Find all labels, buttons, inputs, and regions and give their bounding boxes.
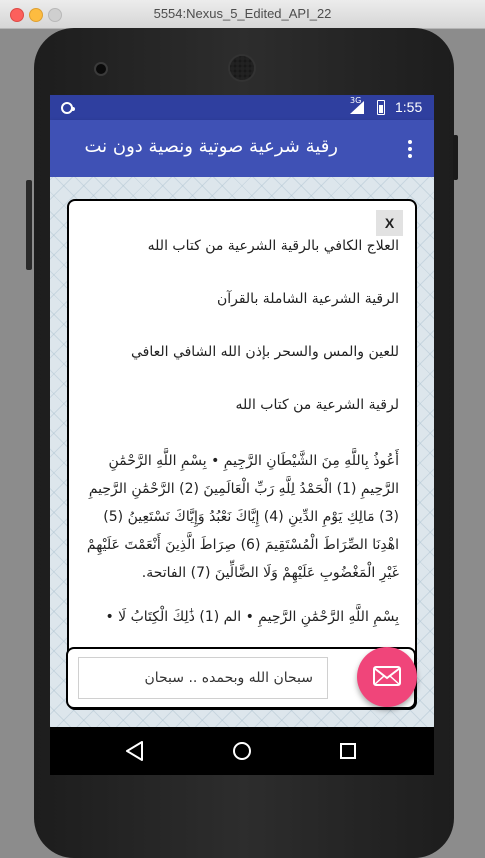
volume-button[interactable]	[26, 180, 32, 270]
dialog-content[interactable]	[83, 235, 399, 708]
navigation-bar	[50, 727, 434, 775]
back-icon[interactable]	[125, 741, 145, 761]
paragraph: العلاج الكافي بالرقية الشرعية من كتاب الله	[147, 238, 399, 254]
status-bar	[50, 95, 434, 120]
notification-icon	[60, 101, 76, 115]
verse-fatiha: أَعُوذُ بِاللَّهِ مِنَ الشَّيْطَانِ الرَّجِيمِ • بِسْمِ اللَّهِ الرَّحْمَٰنِ الرَّحِيمِ (1) الْحَمْدُ لِلَّهِ رَبِّ الْعَالَمِينَ (2) الرَّحْمَٰنِ الرَّحِيمِ (3) مَالِكِ يَوْمِ الدِّينِ (4) إِيَّاكَ نَعْبُدُ وَإِيَّاكَ نَسْتَعِينُ (5) اهْدِنَا الصِّرَاطَ الْمُسْتَقِيمَ (6) صِرَاطَ الَّذِينَ أَنْعَمْتَ عَلَيْهِمْ غَيْرِ الْمَغْضُوبِ عَلَيْهِمْ وَلَا الضَّالِّينَ (7) الفاتحة.	[86, 453, 399, 581]
device-screen	[50, 95, 434, 775]
battery-icon	[377, 100, 385, 115]
paragraph: للعين والمس والسحر بإذن الله الشافي العافي	[130, 344, 399, 360]
signal-icon	[350, 101, 364, 114]
earpiece-speaker	[230, 56, 254, 80]
overflow-menu-icon[interactable]	[400, 137, 420, 161]
window-titlebar	[0, 0, 485, 29]
window-title: 5554:Nexus_5_Edited_API_22	[153, 6, 332, 21]
app-bar	[50, 120, 434, 177]
home-icon[interactable]	[232, 741, 252, 761]
send-mail-fab[interactable]	[357, 647, 417, 707]
front-camera	[96, 64, 106, 74]
network-type: 3G	[350, 96, 362, 105]
power-button[interactable]	[453, 135, 458, 180]
paragraph: لرقية الشرعية من كتاب الله	[235, 397, 399, 413]
app-title: رقية شرعية صوتية ونصية دون نت	[84, 136, 338, 157]
ruqyah-text-dialog	[67, 199, 417, 710]
mail-icon	[373, 666, 401, 686]
recent-apps-icon[interactable]	[340, 743, 356, 759]
verse-baqarah: بِسْمِ اللَّهِ الرَّحْمَٰنِ الرَّحِيمِ • الم (1) ذَٰلِكَ الْكِتَابُ لَا •	[105, 609, 399, 625]
message-input[interactable]: سبحان الله وبحمده .. سبحان	[78, 657, 328, 699]
paragraph: الرقية الشرعية الشاملة بالقرآن	[216, 291, 399, 307]
close-button[interactable]: X	[376, 210, 403, 236]
status-time: 1:55	[395, 99, 423, 115]
